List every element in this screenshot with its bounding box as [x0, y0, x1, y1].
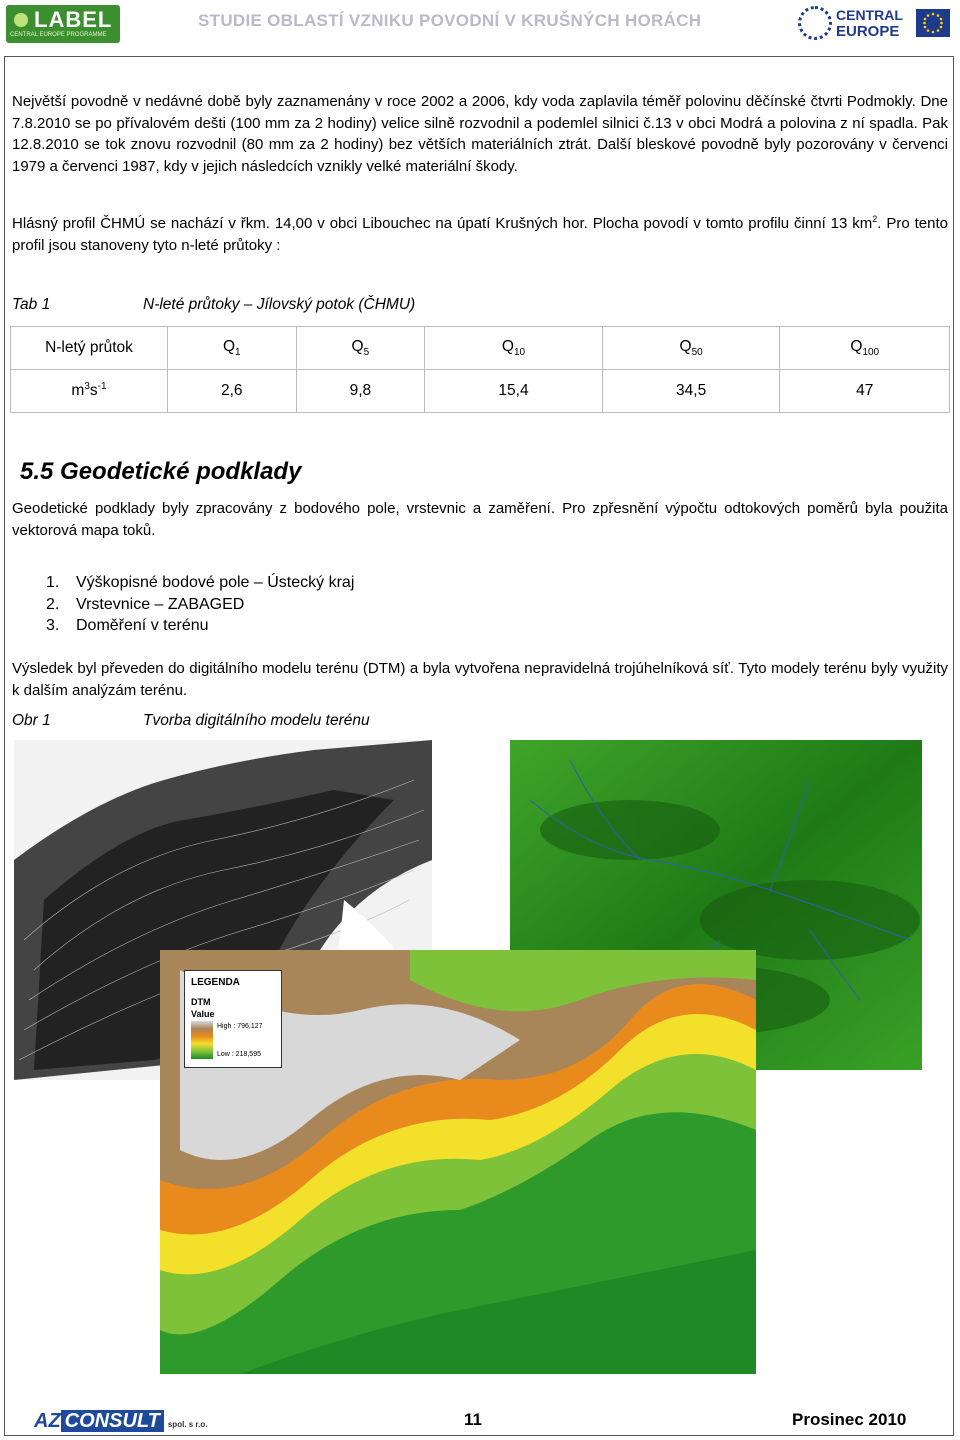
list-item-text: Doměření v terénu — [76, 617, 209, 635]
list-item-text: Vrstevnice – ZABAGED — [76, 595, 245, 613]
dtm-legend — [184, 970, 282, 1068]
unit-exp1: 3 — [84, 381, 90, 393]
list-item — [46, 615, 354, 637]
unit-m: m — [71, 382, 85, 400]
paragraph-geodetic: Geodetické podklady byly zpracovány z bodového pole, vrstevnic a zaměření. Pro zpřesnění výpočtu odtokových poměrů byla použita vektorová mapa toků. — [12, 500, 948, 539]
q-subscript: 50 — [691, 347, 703, 359]
table-caption-label: Tab 1 — [12, 296, 51, 313]
list-item-number: 1. — [46, 574, 60, 591]
page-footer — [0, 1400, 960, 1440]
company-az: AZ — [34, 1410, 61, 1432]
table-cell: 34,5 — [602, 370, 780, 413]
legend-high: High : 796,127 — [217, 1023, 263, 1030]
table-header-label: N-letý průtok — [11, 327, 168, 370]
azconsult-logo — [34, 1410, 207, 1433]
paragraph-floods: Největší povodně v nedávné době byly zaznamenány v roce 2002 a 2006, kdy voda zaplavila téměř polovinu děčínské čtvrti Podmokly. Dne 7.8.2010 se po přívalovém dešti (100 mm za 2 hodiny) velice silně rozvodnil a podemlel silnici č.13 v obci Modrá a polovina z ní spadla. Pak 12.8.2010 se tok znovu rozvodnil (80 mm za 2 hodiny) bez větších materiálních ztrát. Další bleskové povodně byly pozorovány v červenci 1979 a červenci 1987, kdy v jejich následcích vznikly velké materiální škody. — [12, 93, 948, 175]
table-header-q5 — [296, 327, 425, 370]
section-heading: 5.5 Geodetické podklady — [20, 458, 302, 485]
table-cell: 9,8 — [296, 370, 425, 413]
table-cell: 15,4 — [425, 370, 603, 413]
paragraph-profile-text-b: . Pro tento profil jsou stanoveny tyto n-leté průtoky : — [12, 215, 948, 254]
paragraph-dtm: Výsledek byl převeden do digitálního modelu terénu (DTM) a byla vytvořena nepravidelná trojúhelníková síť. Tyto modely terénu byly využity k dalším analýzám terénu. — [12, 660, 948, 699]
list-item-number: 3. — [46, 617, 60, 635]
table-header-q100 — [780, 327, 950, 370]
central-europe-line1: CENTRAL — [836, 7, 903, 23]
q-subscript: 10 — [513, 347, 526, 359]
table-header-q10 — [425, 327, 603, 370]
table-row — [11, 327, 950, 370]
legend-title: LEGENDA — [191, 977, 240, 988]
table-unit-cell — [11, 370, 168, 413]
unit-s: s — [89, 382, 98, 400]
label-logo-subtext: CENTRAL EUROPE PROGRAMME — [10, 32, 107, 38]
q-symbol: Q — [222, 337, 236, 355]
paragraph-profile-text-a: Hlásný profil ČHMÚ se nachází v řkm. 14,00 v obci Libouchec na úpatí Krušných hor. Plocha povodí v tomto profilu činní 13 km — [12, 215, 873, 232]
table-header-q50 — [602, 327, 780, 370]
page-number: 11 — [464, 1410, 482, 1429]
flow-table — [10, 326, 950, 413]
company-sub: spol. s r.o. — [167, 1420, 208, 1429]
table-caption-text: N-leté průtoky – Jílovský potok (ČHMU) — [143, 296, 416, 313]
table-cell: 47 — [780, 370, 950, 413]
label-logo — [6, 5, 120, 43]
table-row — [11, 370, 950, 413]
footer-date: Prosinec 2010 — [792, 1410, 907, 1429]
list-item-number: 2. — [46, 595, 60, 613]
q-subscript: 5 — [363, 347, 370, 359]
central-europe-line2: EUROPE — [836, 23, 900, 40]
q-symbol: Q — [351, 337, 364, 355]
q-symbol: Q — [850, 337, 863, 355]
central-europe-logo — [798, 6, 954, 42]
label-logo-dot-icon — [14, 13, 28, 27]
list-item — [46, 594, 354, 616]
legend-low: Low : 218,595 — [217, 1051, 261, 1058]
unit-exp2: -1 — [97, 381, 107, 393]
source-list — [46, 572, 354, 637]
figure-caption-text: Tvorba digitálního modelu terénu — [143, 712, 370, 729]
stars-circle-icon — [798, 6, 832, 40]
page-header — [0, 0, 960, 56]
label-logo-text: LABEL — [34, 7, 113, 32]
q-subscript: 100 — [862, 347, 880, 359]
paragraph-profile — [12, 209, 948, 256]
legend-value: Value — [191, 1009, 215, 1019]
figure-caption-label: Obr 1 — [12, 712, 51, 729]
list-item-text: Výškopisné bodové pole – Ústecký kraj — [76, 574, 355, 591]
legend-color-ramp — [191, 1021, 213, 1059]
table-header-q1 — [168, 327, 297, 370]
list-item — [46, 572, 354, 594]
company-consult: CONSULT — [61, 1410, 164, 1432]
q-subscript: 1 — [235, 347, 241, 359]
document-title: STUDIE OBLASTÍ VZNIKU POVODNÍ V KRUŠNÝCH HORÁCH — [198, 11, 702, 30]
eu-flag-icon — [916, 9, 950, 37]
table-cell: 2,6 — [168, 370, 297, 413]
legend-layer: DTM — [191, 997, 211, 1007]
paragraph-profile-sup: 2 — [872, 214, 878, 224]
q-symbol: Q — [501, 337, 514, 355]
q-symbol: Q — [679, 337, 692, 355]
